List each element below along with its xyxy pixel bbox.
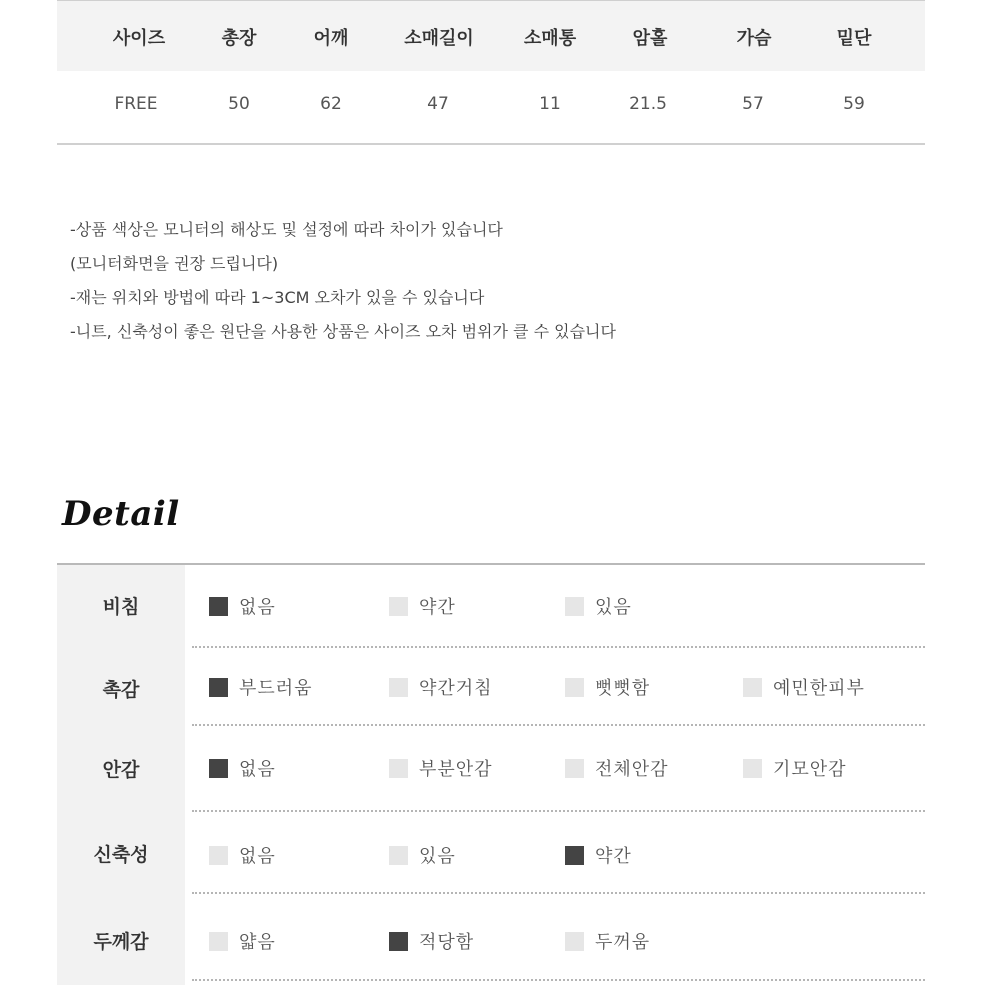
checkbox-3-0 — [209, 846, 228, 865]
size-notes — [70, 218, 616, 354]
option — [209, 842, 276, 868]
detail-row-elasticity — [57, 811, 925, 893]
checkbox-2-0 — [209, 759, 228, 778]
row-label: 비침 — [102, 596, 140, 618]
option-label: 약간 — [595, 846, 632, 867]
option — [209, 674, 313, 700]
value-chest: 57 — [742, 94, 764, 114]
header-size: 사이즈 — [112, 28, 166, 49]
checkbox-1-1 — [389, 678, 408, 697]
row-label: 신축성 — [93, 844, 149, 866]
option-label: 기모안감 — [773, 759, 847, 780]
header-hem: 밑단 — [836, 28, 872, 49]
option-label: 없음 — [239, 597, 276, 618]
detail-row-thickness — [57, 893, 925, 983]
checkbox-2-1 — [389, 759, 408, 778]
option-label: 부드러움 — [239, 678, 313, 699]
option — [743, 755, 847, 781]
value-size: FREE — [114, 94, 158, 114]
checkbox-1-0 — [209, 678, 228, 697]
option — [565, 755, 669, 781]
note-line: -재는 위치와 방법에 따라 1~3CM 오차가 있을 수 있습니다 — [70, 288, 485, 307]
value-armhole: 21.5 — [629, 94, 667, 114]
value-hem: 59 — [843, 94, 865, 114]
row-label: 두께감 — [93, 931, 149, 953]
row-label: 안감 — [102, 759, 140, 781]
header-armhole: 암홀 — [632, 28, 668, 49]
note-line: (모니터화면을 권장 드립니다) — [70, 254, 279, 273]
option — [389, 593, 456, 619]
detail-row-see-through — [57, 565, 925, 647]
option-label: 있음 — [419, 846, 456, 867]
size-table-row — [57, 71, 925, 145]
option-label: 전체안감 — [595, 759, 669, 780]
header-sleeve-length: 소매길이 — [404, 28, 474, 49]
checkbox-1-3 — [743, 678, 762, 697]
option — [209, 755, 276, 781]
option-label: 없음 — [239, 846, 276, 867]
checkbox-4-2 — [565, 932, 584, 951]
size-table-header — [57, 0, 925, 71]
value-sleeve-length: 47 — [427, 94, 449, 114]
option-label: 약간거침 — [419, 678, 493, 699]
detail-title: Detail — [62, 494, 180, 534]
option — [565, 674, 650, 700]
option-label: 약간 — [419, 597, 456, 618]
option — [565, 842, 632, 868]
header-total-length: 총장 — [221, 28, 257, 49]
option — [389, 674, 493, 700]
header-chest: 가슴 — [736, 28, 772, 49]
header-shoulder: 어깨 — [313, 28, 349, 49]
option — [209, 928, 276, 954]
value-shoulder: 62 — [320, 94, 342, 114]
checkbox-3-2 — [565, 846, 584, 865]
header-sleeve-width: 소매통 — [523, 28, 577, 49]
checkbox-1-2 — [565, 678, 584, 697]
option — [743, 674, 865, 700]
option — [389, 842, 456, 868]
option — [565, 928, 650, 954]
option-label: 없음 — [239, 759, 276, 780]
value-sleeve-width: 11 — [539, 94, 561, 114]
option — [565, 593, 632, 619]
size-table — [57, 0, 925, 145]
option-label: 두꺼움 — [595, 932, 651, 953]
note-line: -상품 색상은 모니터의 해상도 및 설정에 따라 차이가 있습니다 — [70, 220, 503, 239]
option-label: 부분안감 — [419, 759, 493, 780]
option-label: 얇음 — [239, 932, 276, 953]
option — [209, 593, 276, 619]
checkbox-0-2 — [565, 597, 584, 616]
value-total-length: 50 — [228, 94, 250, 114]
detail-row-texture — [57, 647, 925, 725]
checkbox-0-1 — [389, 597, 408, 616]
option-label: 뻣뻣함 — [595, 678, 651, 699]
checkbox-2-2 — [565, 759, 584, 778]
option-label: 적당함 — [419, 932, 475, 953]
checkbox-4-0 — [209, 932, 228, 951]
checkbox-2-3 — [743, 759, 762, 778]
note-line: -니트, 신축성이 좋은 원단을 사용한 상품은 사이즈 오차 범위가 클 수 있습니다 — [70, 322, 616, 341]
row-label: 촉감 — [102, 679, 140, 701]
option-label: 있음 — [595, 597, 632, 618]
detail-row-lining — [57, 725, 925, 811]
option — [389, 755, 493, 781]
option — [389, 928, 474, 954]
detail-table — [57, 563, 925, 985]
option-label: 예민한피부 — [773, 678, 865, 699]
checkbox-0-0 — [209, 597, 228, 616]
checkbox-3-1 — [389, 846, 408, 865]
checkbox-4-1 — [389, 932, 408, 951]
